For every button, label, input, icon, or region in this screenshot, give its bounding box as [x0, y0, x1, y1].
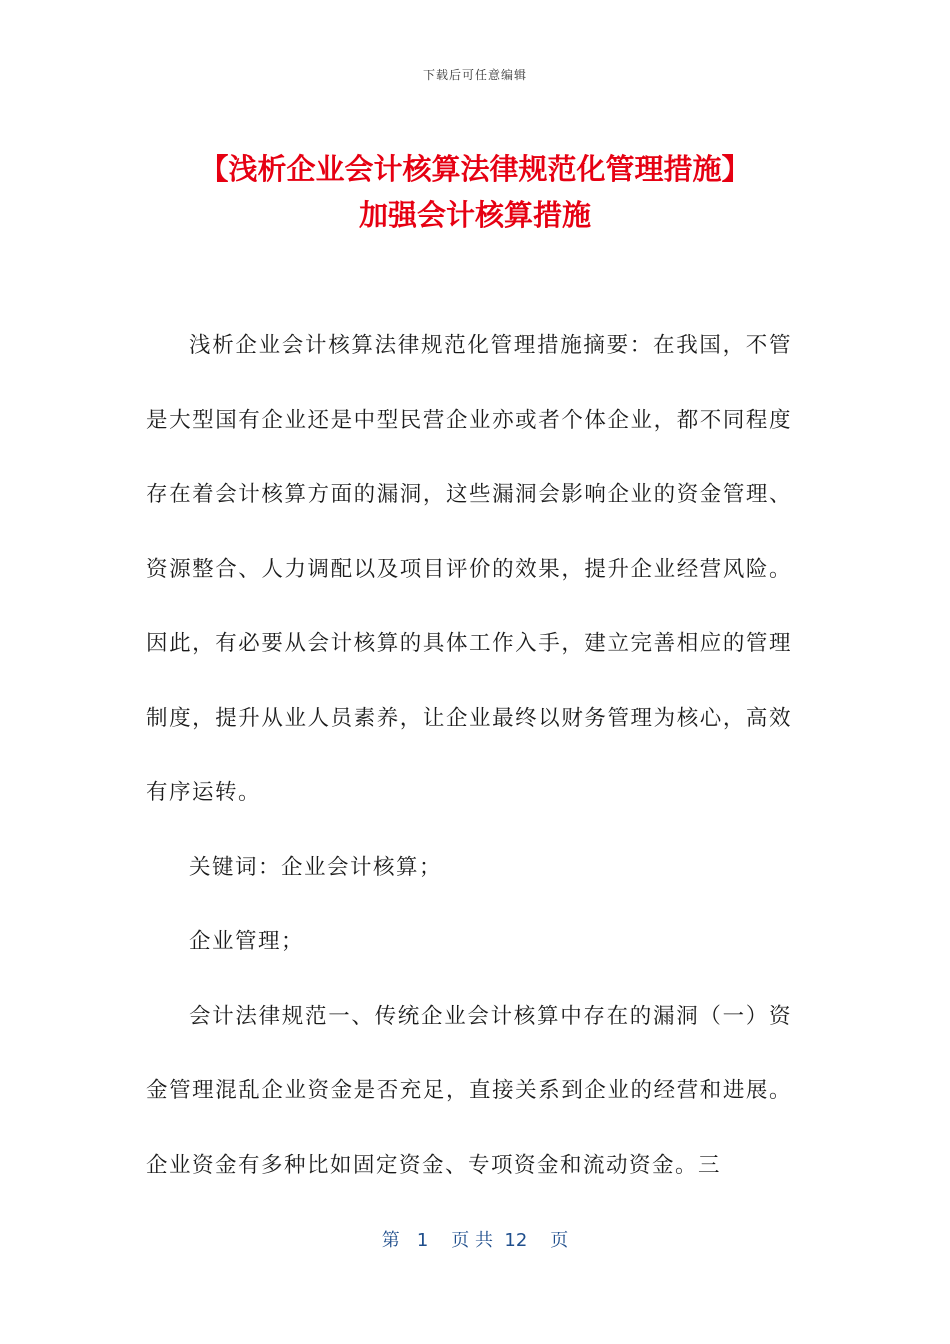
keywords-continuation-paragraph: 企业管理；: [189, 929, 305, 954]
abstract-paragraph: 浅析企业会计核算法律规范化管理措施摘要：在我国，不管是大型国有企业还是中型民营企业亦或者个体企业，都不同程度存在着会计核算方面的漏洞，这些漏洞会影响企业的资金管理、资源整合、人力调配以及项目评价的效果，提升企业经营风险。因此，有必要从会计核算的具体工作入手，建立完善相应的管理制度，提升从业人员素养，让企业最终以财务管理为核心，高效有序运转。: [146, 333, 792, 805]
page-indicator: 第 1 页 共 12 页: [381, 1230, 569, 1251]
document-title-line-2: 加强会计核算措施: [358, 198, 591, 232]
header-note: 下载后可任意编辑: [422, 68, 527, 82]
section-one-paragraph: 会计法律规范一、传统企业会计核算中存在的漏洞（一）资金管理混乱企业资金是否充足，直接关系到企业的经营和进展。企业资金有多种比如固定资金、专项资金和流动资金。三: [146, 1003, 792, 1178]
document-title-line-1: 【浅析企业会计核算法律规范化管理措施】: [199, 152, 751, 186]
document-body: [146, 309, 792, 1203]
document-title: [140, 146, 810, 238]
keywords-paragraph: 关键词：企业会计核算；: [189, 854, 443, 880]
